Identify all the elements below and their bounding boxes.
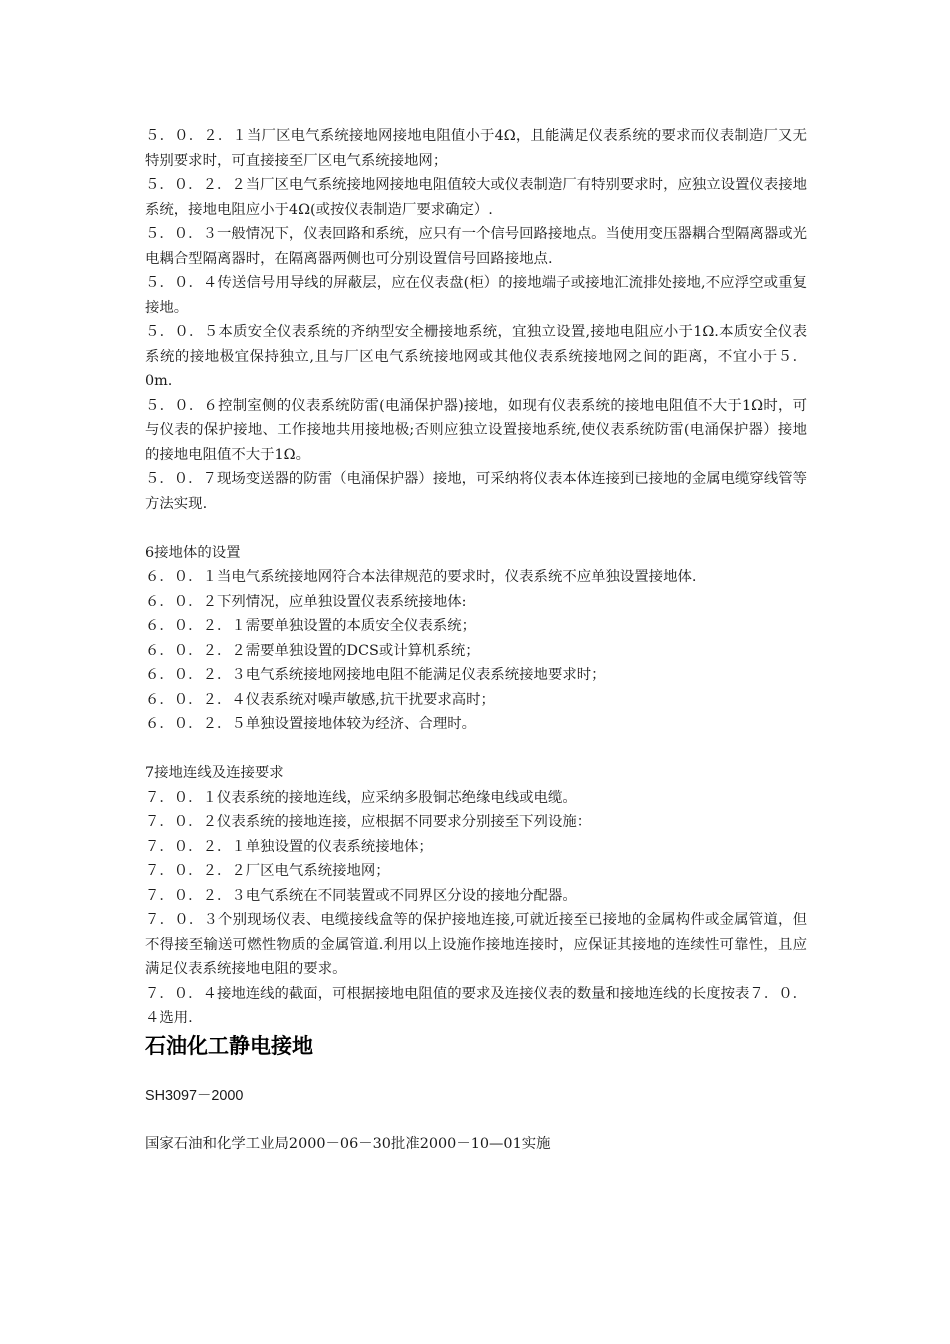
clause-6-0-2-1: ６．０．２．１需要单独设置的本质安全仪表系统； <box>145 618 476 634</box>
clause-7-0-3: ７．０．３个别现场仪表、电缆接线盒等的保护接地连接,可就近接至已接地的金属构件或金属管道，但不得接至输送可燃性物质的金属管道.利用以上设施作接地连接时，应保证其接地的连续性可靠性，且应满足仪表系统接地电阻的要求。 <box>145 912 807 977</box>
clause-5-0-7: ５．０．７现场变送器的防雷（电涌保护器）接地，可采纳将仪表本体连接到已接地的金属电缆穿线管等方法实现. <box>145 471 807 512</box>
blank-line <box>145 516 807 541</box>
document-page <box>145 124 807 1156</box>
clause-7-0-2-3: ７．０．２．３电气系统在不同装置或不同界区分设的接地分配器。 <box>145 887 577 904</box>
standard-code: SH3097－2000 <box>145 1087 244 1104</box>
document-title: 石油化工静电接地 <box>145 1033 313 1058</box>
clause-5-0-3: ５．０．３一般情况下，仪表回路和系统，应只有一个信号回路接地点。当使用变压器耦合型隔离器或光电耦合型隔离器时，在隔离器两侧也可分别设置信号回路接地点. <box>145 226 807 267</box>
clause-6-0-1: ６．０．１当电气系统接地网符合本法律规范的要求时，仪表系统不应单独设置接地体. <box>145 569 697 585</box>
clause-6-0-2: ６．０．２下列情况，应单独设置仪表系统接地体: <box>145 593 467 610</box>
clause-7-0-2: ７．０．２仪表系统的接地连接，应根据不同要求分别接至下列设施： <box>145 814 592 830</box>
clause-6-0-2-2: ６．０．２．２需要单独设置的DCS或计算机系统； <box>145 642 480 659</box>
section-6-heading: 6接地体的设置 <box>145 544 241 561</box>
section-7-heading: 7接地连线及连接要求 <box>145 765 284 781</box>
clause-7-0-4: ７．０．４接地连线的截面，可根据接地电阻值的要求及连接仪表的数量和接地连线的长度按表７．０．４选用. <box>145 985 807 1026</box>
clause-6-0-2-5: ６．０．２．５单独设置接地体较为经济、合理时。 <box>145 716 476 732</box>
clause-5-0-4: ５．０．４传送信号用导线的屏蔽层，应在仪表盘(柜）的接地端子或接地汇流排处接地,不应浮空或重复接地。 <box>145 275 807 316</box>
clause-5-0-2-1: ５．０．２．１当厂区电气系统接地网接地电阻值小于4Ω，且能满足仪表系统的要求而仪表制造厂又无特别要求时，可直接接至厂区电气系统接地网； <box>145 128 807 169</box>
clause-7-0-1: ７．０．１仪表系统的接地连线，应采纳多股铜芯绝缘电线或电缆。 <box>145 789 577 806</box>
clause-7-0-2-2: ７．０．２．２厂区电气系统接地网； <box>145 863 390 879</box>
clause-6-0-2-3: ６．０．２．３电气系统接地网接地电阻不能满足仪表系统接地要求时； <box>145 667 606 683</box>
clause-7-0-2-1: ７．０．２．１单独设置的仪表系统接地体； <box>145 838 433 855</box>
blank-line <box>145 737 807 762</box>
clause-5-0-6: ５．０．６控制室侧的仪表系统防雷(电涌保护器)接地，如现有仪表系统的接地电阻值不大于1Ω时，可与仪表的保护接地、工作接地共用接地极;否则应独立设置接地系统,使仪表系统防雷(电涌保护器）接地的接地电阻值不大于1Ω。 <box>145 397 807 463</box>
clause-5-0-2-2: ５．０．２．２当厂区电气系统接地网接地电阻值较大或仪表制造厂有特别要求时，应独立设置仪表接地系统，接地电阻应小于4Ω(或按仪表制造厂要求确定）. <box>145 177 807 218</box>
clause-6-0-2-4: ６．０．２．４仪表系统对噪声敏感,抗干扰要求高时； <box>145 691 495 708</box>
approval-line: 国家石油和化学工业局2000－06－30批准2000－10—01实施 <box>145 1135 551 1152</box>
clause-5-0-5: ５．０．５本质安全仪表系统的齐纳型安全栅接地系统，宜独立设置,接地电阻应小于1Ω.本质安全仪表系统的接地极宜保持独立,且与厂区电气系统接地网或其他仪表系统接地网之间的距离，不宜小于５．0m. <box>145 324 807 389</box>
